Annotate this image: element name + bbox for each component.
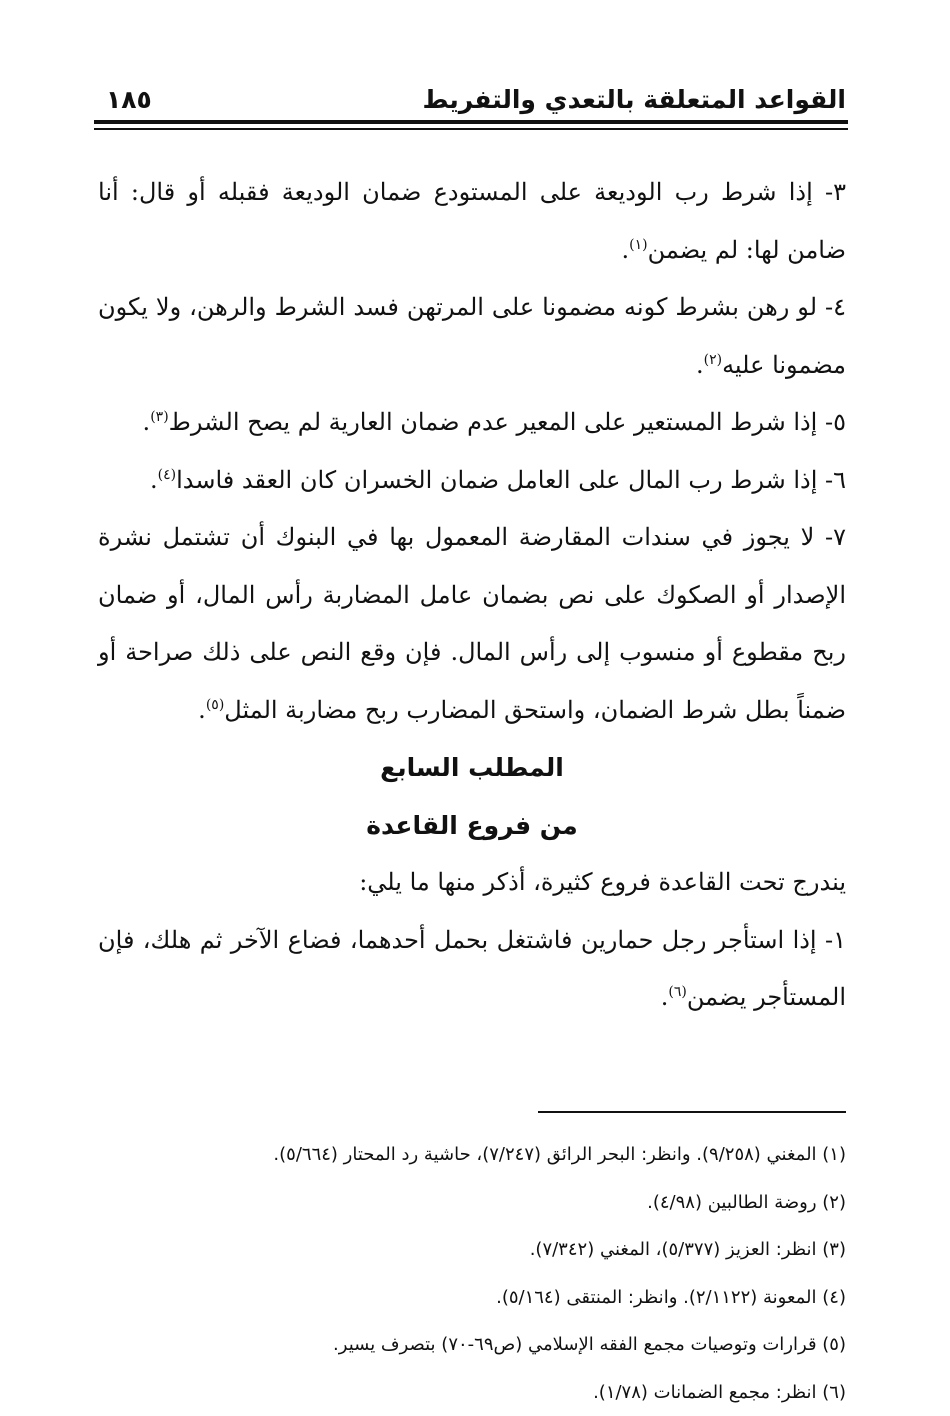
item-text: لو رهن بشرط كونه مضمونا على المرتهن فسد الشرط والرهن، ولا يكون مضمونا عليه: [98, 293, 846, 379]
item-number: ٤-: [825, 293, 846, 321]
header-rule-thin: [94, 128, 848, 130]
paragraph-item-6: [98, 452, 846, 510]
book-page: [98, 78, 846, 1388]
item-text: إذا شرط المستعير على المعير عدم ضمان العارية لم يصح الشرط: [169, 408, 818, 436]
item-text: إذا استأجر رجل حمارين فاشتغل بحمل أحدهما، فضاع الآخر ثم هلك، فإن المستأجر يضمن: [98, 926, 846, 1012]
footnote-ref: (٤): [158, 467, 176, 483]
footnote-6: (٦) انظر: مجمع الضمانات (١/٧٨).: [98, 1369, 846, 1416]
footnote-5: (٥) قرارات وتوصيات مجمع الفقه الإسلامي (ص٦٩-٧٠) بتصرف يسير.: [98, 1321, 846, 1369]
footnote-ref: (٦): [668, 984, 686, 1000]
item-end: .: [621, 236, 629, 264]
item-number: ٥-: [825, 408, 846, 436]
item-number: ٦-: [825, 466, 846, 494]
paragraph-item-3: [98, 164, 846, 279]
section-intro: يندرج تحت القاعدة فروع كثيرة، أذكر منها ما يلي:: [98, 854, 846, 912]
footnote-ref: (٣): [150, 409, 168, 425]
running-header-title: القواعد المتعلقة بالتعدي والتفريط: [423, 84, 846, 116]
paragraph-item-4: [98, 279, 846, 394]
item-text: لا يجوز في سندات المقارضة المعمول بها في البنوك أن تشتمل نشرة الإصدار أو الصكوك على نص بضمان عامل المضاربة رأس المال، أو ضمان ربح مقطوع أو منسوب إلى رأس المال. فإن وقع النص على ذلك صراحة أو ضمناً بطل شرط الضمان، واستحق المضارب ربح مضاربة المثل: [98, 523, 846, 724]
item-end: .: [198, 696, 206, 724]
item-number: ٧-: [825, 523, 846, 551]
footnote-ref: (٥): [206, 697, 224, 713]
item-end: .: [150, 466, 158, 494]
item-text: إذا شرط رب الوديعة على المستودع ضمان الوديعة فقبله أو قال: أنا ضامن لها: لم يضمن: [98, 178, 846, 264]
footnote-ref: (١): [629, 237, 647, 253]
section-subheading: من فروع القاعدة: [98, 797, 846, 855]
item-end: .: [661, 983, 669, 1011]
running-header: [98, 78, 846, 122]
paragraph-item-5: [98, 394, 846, 452]
section-heading: المطلب السابع: [98, 739, 846, 797]
page-number: ١٨٥: [106, 84, 152, 116]
paragraph-item-7: [98, 509, 846, 739]
section-item-1: [98, 912, 846, 1027]
item-end: .: [696, 351, 704, 379]
footnote-1: (١) المغني (٩/٢٥٨). وانظر: البحر الرائق (٧/٢٤٧)، حاشية رد المحتار (٥/٦٦٤).: [98, 1131, 846, 1179]
footnote-separator: [538, 1111, 846, 1113]
main-text: [98, 164, 846, 1027]
item-number: ١-: [825, 926, 846, 954]
footnote-3: (٣) انظر: العزيز (٥/٣٧٧)، المغني (٧/٣٤٢).: [98, 1226, 846, 1274]
item-number: ٣-: [825, 178, 846, 206]
footnote-2: (٢) روضة الطالبين (٤/٩٨).: [98, 1179, 846, 1227]
footnotes: [98, 1131, 846, 1416]
item-text: إذا شرط رب المال على العامل ضمان الخسران كان العقد فاسدا: [176, 466, 817, 494]
footnote-ref: (٢): [704, 352, 722, 368]
header-rule-thick: [94, 120, 848, 124]
item-end: .: [143, 408, 151, 436]
footnote-4: (٤) المعونة (٢/١١٢٢). وانظر: المنتقى (٥/١٦٤).: [98, 1274, 846, 1322]
